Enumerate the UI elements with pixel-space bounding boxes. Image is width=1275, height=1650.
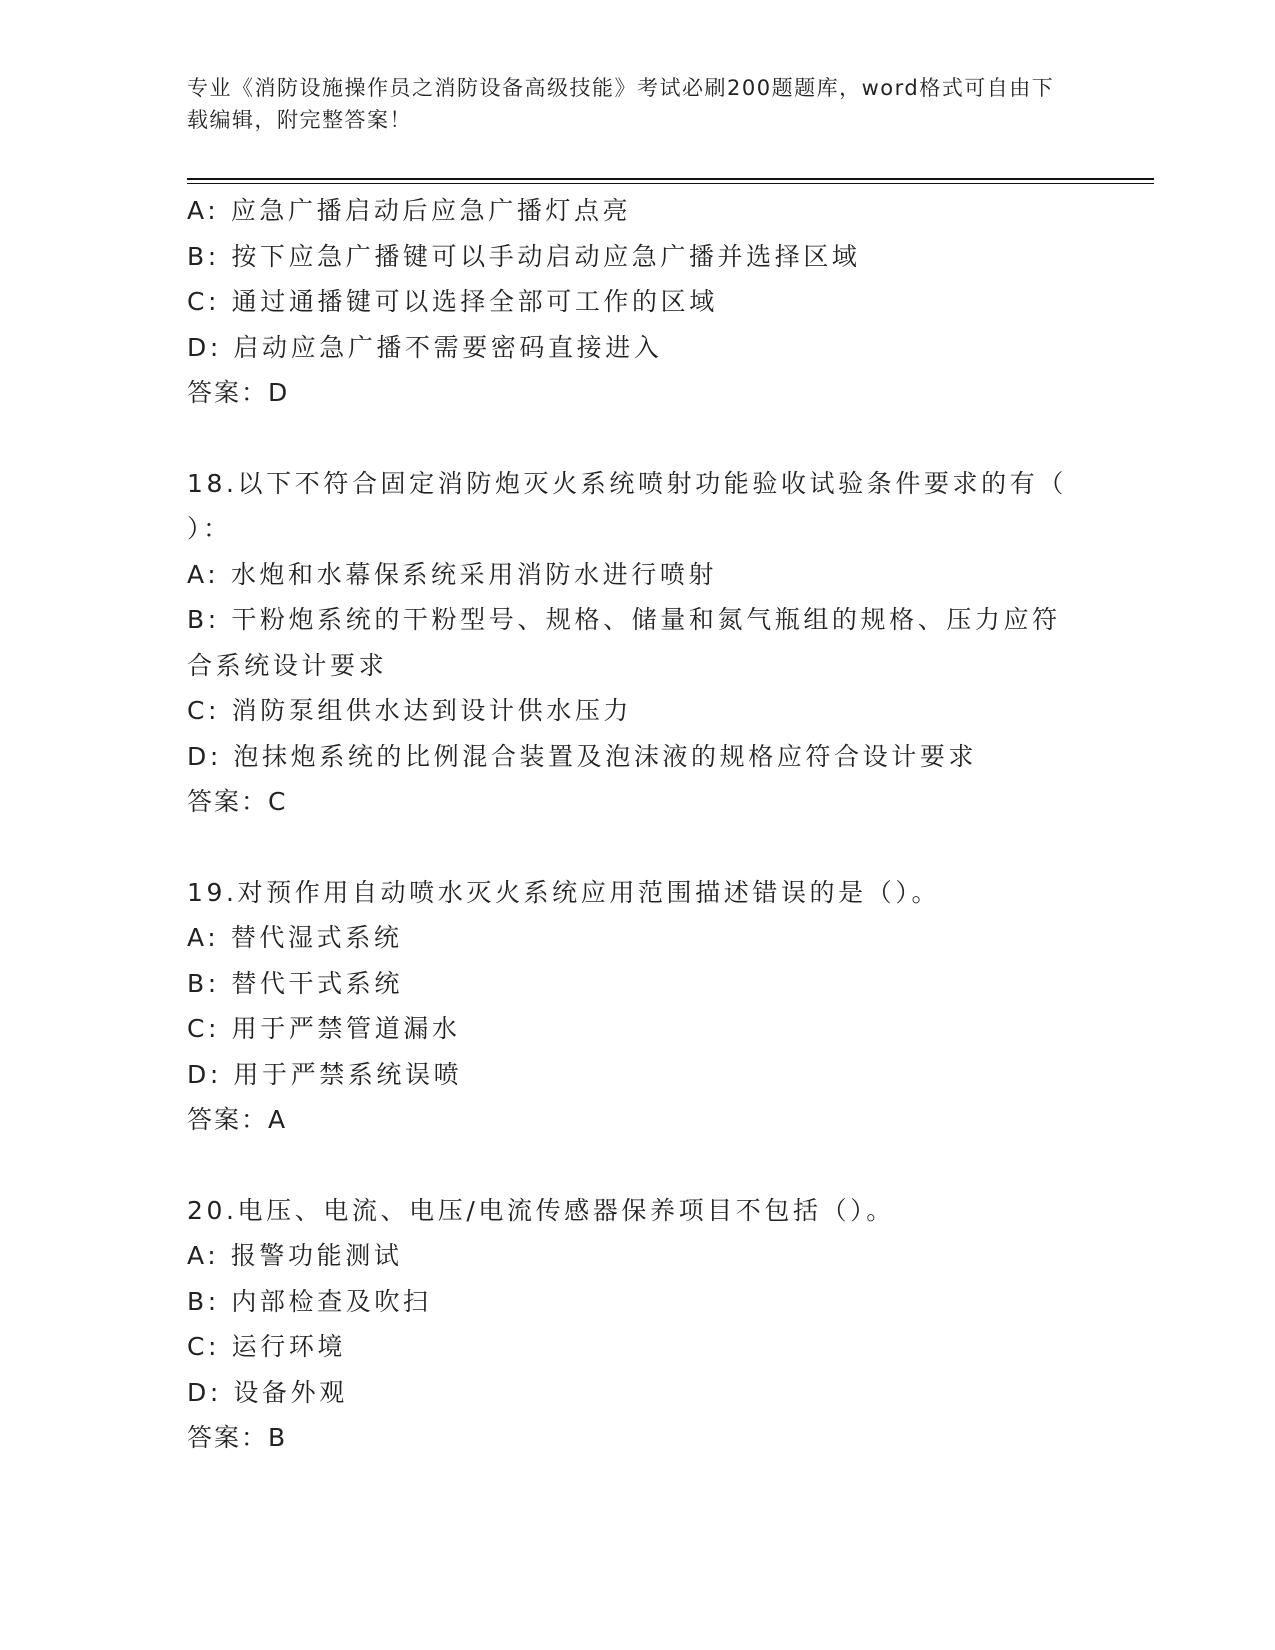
option-b: B: 按下应急广播键可以手动启动应急广播并选择区域: [187, 241, 861, 271]
option-a: A: 报警功能测试: [187, 1241, 403, 1270]
option-a: A: 替代湿式系统: [187, 923, 403, 952]
answer: 答案：D: [187, 378, 290, 407]
answer: 答案：C: [187, 787, 288, 816]
answer: 答案：A: [187, 1105, 288, 1134]
question-stem-continued: ）：: [187, 514, 232, 543]
option-b-continued: 合系统设计要求: [187, 650, 388, 680]
question-19: [187, 870, 1087, 1143]
question-list: [187, 188, 1087, 1461]
option-c: C: 通过通播键可以选择全部可工作的区域: [187, 287, 718, 316]
header-rule-thin: [187, 183, 1154, 184]
question-20: [187, 1188, 1087, 1461]
option-c: C: 消防泵组供水达到设计供水压力: [187, 696, 633, 725]
question-stem: 20.电压、电流、电压/电流传感器保养项目不包括（）。: [187, 1195, 895, 1225]
answer: 答案：B: [187, 1423, 288, 1452]
question-17-continued: [187, 188, 1087, 416]
option-c: C: 用于严禁管道漏水: [187, 1014, 461, 1043]
question-stem: 18.以下不符合固定消防炮灭火系统喷射功能验收试验条件要求的有（: [187, 468, 1067, 498]
document-header: 专业《消防设施操作员之消防设备高级技能》考试必刷200题题库，word格式可自由下载编辑，附完整答案！: [187, 76, 1055, 132]
question-stem: 19.对预作用自动喷水灭火系统应用范围描述错误的是（）。: [187, 877, 941, 907]
option-b: B: 替代干式系统: [187, 968, 403, 998]
option-d: D: 启动应急广播不需要密码直接进入: [187, 332, 663, 362]
option-a: A: 水炮和水幕保系统采用消防水进行喷射: [187, 559, 718, 589]
header-rule: [187, 178, 1154, 180]
option-d: D: 设备外观: [187, 1377, 348, 1407]
question-18: [187, 461, 1087, 825]
option-a: A: 应急广播启动后应急广播灯点亮: [187, 196, 632, 225]
option-c: C: 运行环境: [187, 1332, 347, 1361]
option-d: D: 泡抹炮系统的比例混合装置及泡沫液的规格应符合设计要求: [187, 741, 978, 771]
option-b: B: 干粉炮系统的干粉型号、规格、储量和氮气瓶组的规格、压力应符: [187, 605, 1061, 634]
option-b: B: 内部检查及吹扫: [187, 1286, 432, 1316]
option-d: D: 用于严禁系统误喷: [187, 1059, 463, 1089]
